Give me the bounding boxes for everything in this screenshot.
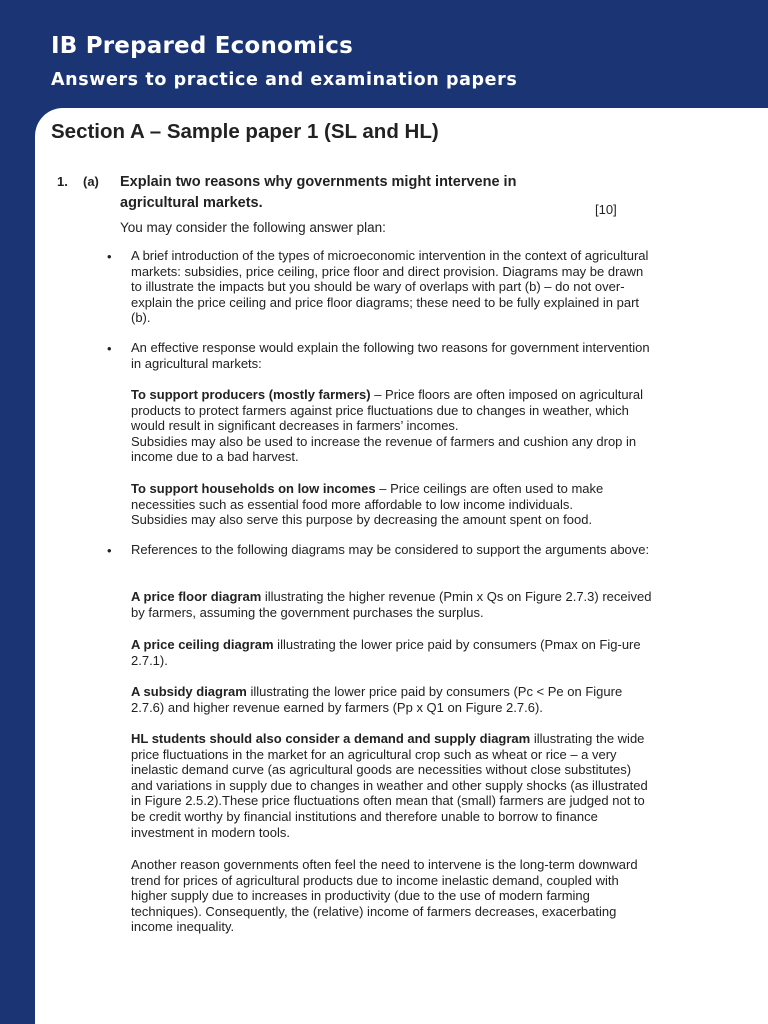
paragraph xyxy=(131,589,655,620)
paragraph-heading: A price floor diagram xyxy=(131,589,262,604)
book-title: IB Prepared Economics xyxy=(51,33,353,59)
paragraph-text: A brief introduction of the types of microeconomic intervention in the context of agricultural markets: subsidies, price ceiling, price floor and direct provision. Diagrams may be drawn to illustrate the impacts but you should be wary of overlaps with part (b) – do not over-explain the price ceiling and price floor diagrams; these need to be fully explained in part (b). xyxy=(131,248,649,326)
paragraph-text: – Price ceilings are often used to make necessities such as essential food more affordable to low income individuals. xyxy=(131,481,604,512)
bullet-marker: • xyxy=(107,249,112,264)
bullet-paragraph xyxy=(131,248,655,326)
paragraph xyxy=(131,387,655,465)
paragraph-text: An effective response would explain the following two reasons for government intervention in agricultural markets: xyxy=(131,340,650,371)
paragraph xyxy=(131,637,655,668)
question-part: (a) xyxy=(83,174,99,189)
bullet-paragraph xyxy=(131,542,655,558)
paragraph-text: References to the following diagrams may be considered to support the arguments above: xyxy=(131,542,650,557)
paragraph-text: illustrating the higher revenue (Pmin x Qs on Figure 2.7.3) received by farmers, assuming the government purchases the surplus. xyxy=(131,589,652,620)
paragraph-text: illustrating the wide price fluctuations in the market for an agricultural crop such as wheat or rice – a very inelastic demand curve (as agricultural goods are necessities without close substitutes) and variations in supply due to changes in weather and other supply shocks (as illustrated in Figure 2.5.2).These price fluctuations often mean that (small) farmers are judged not to be credit worthy by financial institutions and therefore unable to borrow to finance investment in modern tools. xyxy=(131,731,648,840)
question-number: 1. xyxy=(57,174,68,189)
paragraph-heading: A price ceiling diagram xyxy=(131,637,274,652)
bullet-marker: • xyxy=(107,543,112,558)
paragraph-heading: To support households on low incomes xyxy=(131,481,376,496)
paragraph-text: Another reason governments often feel the need to intervene is the long-term downward trend for prices of agricultural products due to income inelastic demand, coupled with higher supply due to increases in productivity (due to the use of modern farming techniques). Consequently, the (relative) income of farmers decreases, exacerbating income inequality. xyxy=(131,857,638,935)
paragraph-text: – Price floors are often imposed on agricultural products to protect farmers against price fluctuations due to changes in weather, which would result in significant decreases in farmers’ incomes. xyxy=(131,387,643,434)
paragraph-text: illustrating the lower price paid by consumers (Pmax on Fig-ure 2.7.1). xyxy=(131,637,641,668)
paragraph xyxy=(131,731,655,840)
paragraph-heading: HL students should also consider a demand and supply diagram xyxy=(131,731,531,746)
paragraph-text: illustrating the lower price paid by consumers (Pc < Pe on Figure 2.7.6) and higher revenue earned by farmers (Pp x Q1 on Figure 2.7.6). xyxy=(131,684,623,715)
document-page xyxy=(35,108,768,1024)
answer-plan-intro: You may consider the following answer plan: xyxy=(120,220,386,235)
paragraph-text: Subsidies may also be used to increase the revenue of farmers and cushion any drop in income due to a bad harvest. xyxy=(131,433,637,465)
section-title: Section A – Sample paper 1 (SL and HL) xyxy=(51,120,439,143)
paragraph-text: Subsidies may also serve this purpose by decreasing the amount spent on food. xyxy=(131,512,593,528)
paragraph xyxy=(131,684,655,715)
question-marks: [10] xyxy=(595,202,617,217)
paragraph-heading: A subsidy diagram xyxy=(131,684,247,699)
paragraph-heading: To support producers (mostly farmers) xyxy=(131,387,371,402)
bullet-paragraph xyxy=(131,340,655,371)
book-subtitle: Answers to practice and examination papers xyxy=(51,70,518,90)
paragraph xyxy=(131,481,655,528)
bullet-marker: • xyxy=(107,341,112,356)
question-text: Explain two reasons why governments might intervene in agricultural markets. xyxy=(120,174,517,211)
paragraph xyxy=(131,857,655,935)
header-banner xyxy=(0,0,768,120)
